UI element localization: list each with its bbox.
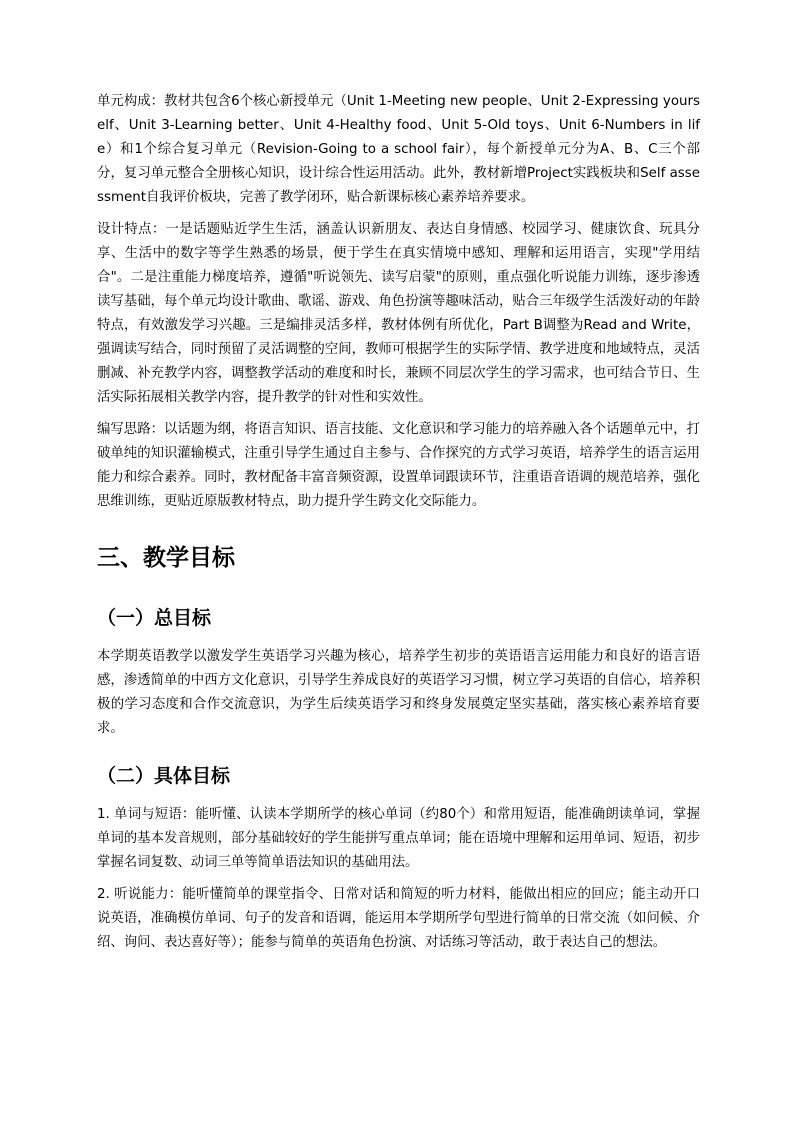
specific-goal-vocabulary-paragraph: 1. 单词与短语：能听懂、认读本学期所学的核心单词（约80个）和常用短语，能准确朗读单词，掌握单词的基本发音规则，部分基础较好的学生能拼写重点单词；能在语境中理解和运用单词、短语，初步掌握名词复数、动词三单等简单语法知识的基础用法。 (97, 807, 700, 870)
unit-composition-paragraph: 单元构成：教材共包含6个核心新授单元（Unit 1-Meeting new people、Unit 2-Expressing yourself、Unit 3-Learning better、Unit 4-Healthy food、Unit 5-Old toys、Unit 6-Numbers in life）和1个综合复习单元（Revision-Going to a school fair），每个新授单元分为A、B、C三个部分，复习单元整合全册核心知识，设计综合性运用活动。此外，教材新增Project实践板块和Self assessment自我评价板块，完善了教学闭环，贴合新课标核心素养培养要求。 (97, 94, 700, 205)
subsection-heading-specific-goals: （二）具体目标 (97, 765, 231, 787)
specific-goal-listening-speaking-paragraph: 2. 听说能力：能听懂简单的课堂指令、日常对话和简短的听力材料，能做出相应的回应；能主动开口说英语，准确模仿单词、句子的发音和语调，能运用本学期所学句型进行简单的日常交流（如问候、介绍、询问、表达喜好等）；能参与简单的英语角色扮演、对话练习等活动，敢于表达自己的想法。 (97, 887, 700, 950)
writing-approach-paragraph: 编写思路：以话题为纲，将语言知识、语言技能、文化意识和学习能力的培养融入各个话题单元中，打破单纯的知识灌输模式，注重引导学生通过自主参与、合作探究的方式学习英语，培养学生的语言运用能力和综合素养。同时，教材配备丰富音频资源，设置单词跟读环节，注重语音语调的规范培养，强化思维训练，更贴近原版教材特点，助力提升学生跨文化交际能力。 (97, 422, 700, 509)
overall-goals-paragraph: 本学期英语教学以激发学生英语学习兴趣为核心，培养学生初步的英语语言运用能力和良好的语言语感，渗透简单的中西方文化意识，引导学生养成良好的英语学习习惯，树立学习英语的自信心，培养积极的学习态度和合作交流意识，为学生后续英语学习和终身发展奠定坚实基础，落实核心素养培育要求。 (97, 649, 700, 736)
subsection-heading-overall-goals: （一）总目标 (97, 607, 212, 629)
document-body (97, 90, 700, 963)
design-features-paragraph: 设计特点：一是话题贴近学生生活，涵盖认识新朋友、表达自身情感、校园学习、健康饮食、玩具分享、生活中的数字等学生熟悉的场景，便于学生在真实情境中感知、理解和运用语言，实现"学用结合"。二是注重能力梯度培养，遵循"听说领先、读写启蒙"的原则，重点强化听说能力训练，逐步渗透读写基础，每个单元均设计歌曲、歌谣、游戏、角色扮演等趣味活动，贴合三年级学生活泼好动的年龄特点，有效激发学习兴趣。三是编排灵活多样，教材体例有所优化，Part B调整为Read and Write，强调读写结合，同时预留了灵活调整的空间，教师可根据学生的实际学情、教学进度和地域特点，灵活删减、补充教学内容，调整教学活动的难度和时长，兼顾不同层次学生的学习需求，也可结合节日、生活实际拓展相关教学内容，提升教学的针对性和实效性。 (97, 222, 700, 405)
section-heading-teaching-goals: 三、教学目标 (97, 544, 235, 571)
